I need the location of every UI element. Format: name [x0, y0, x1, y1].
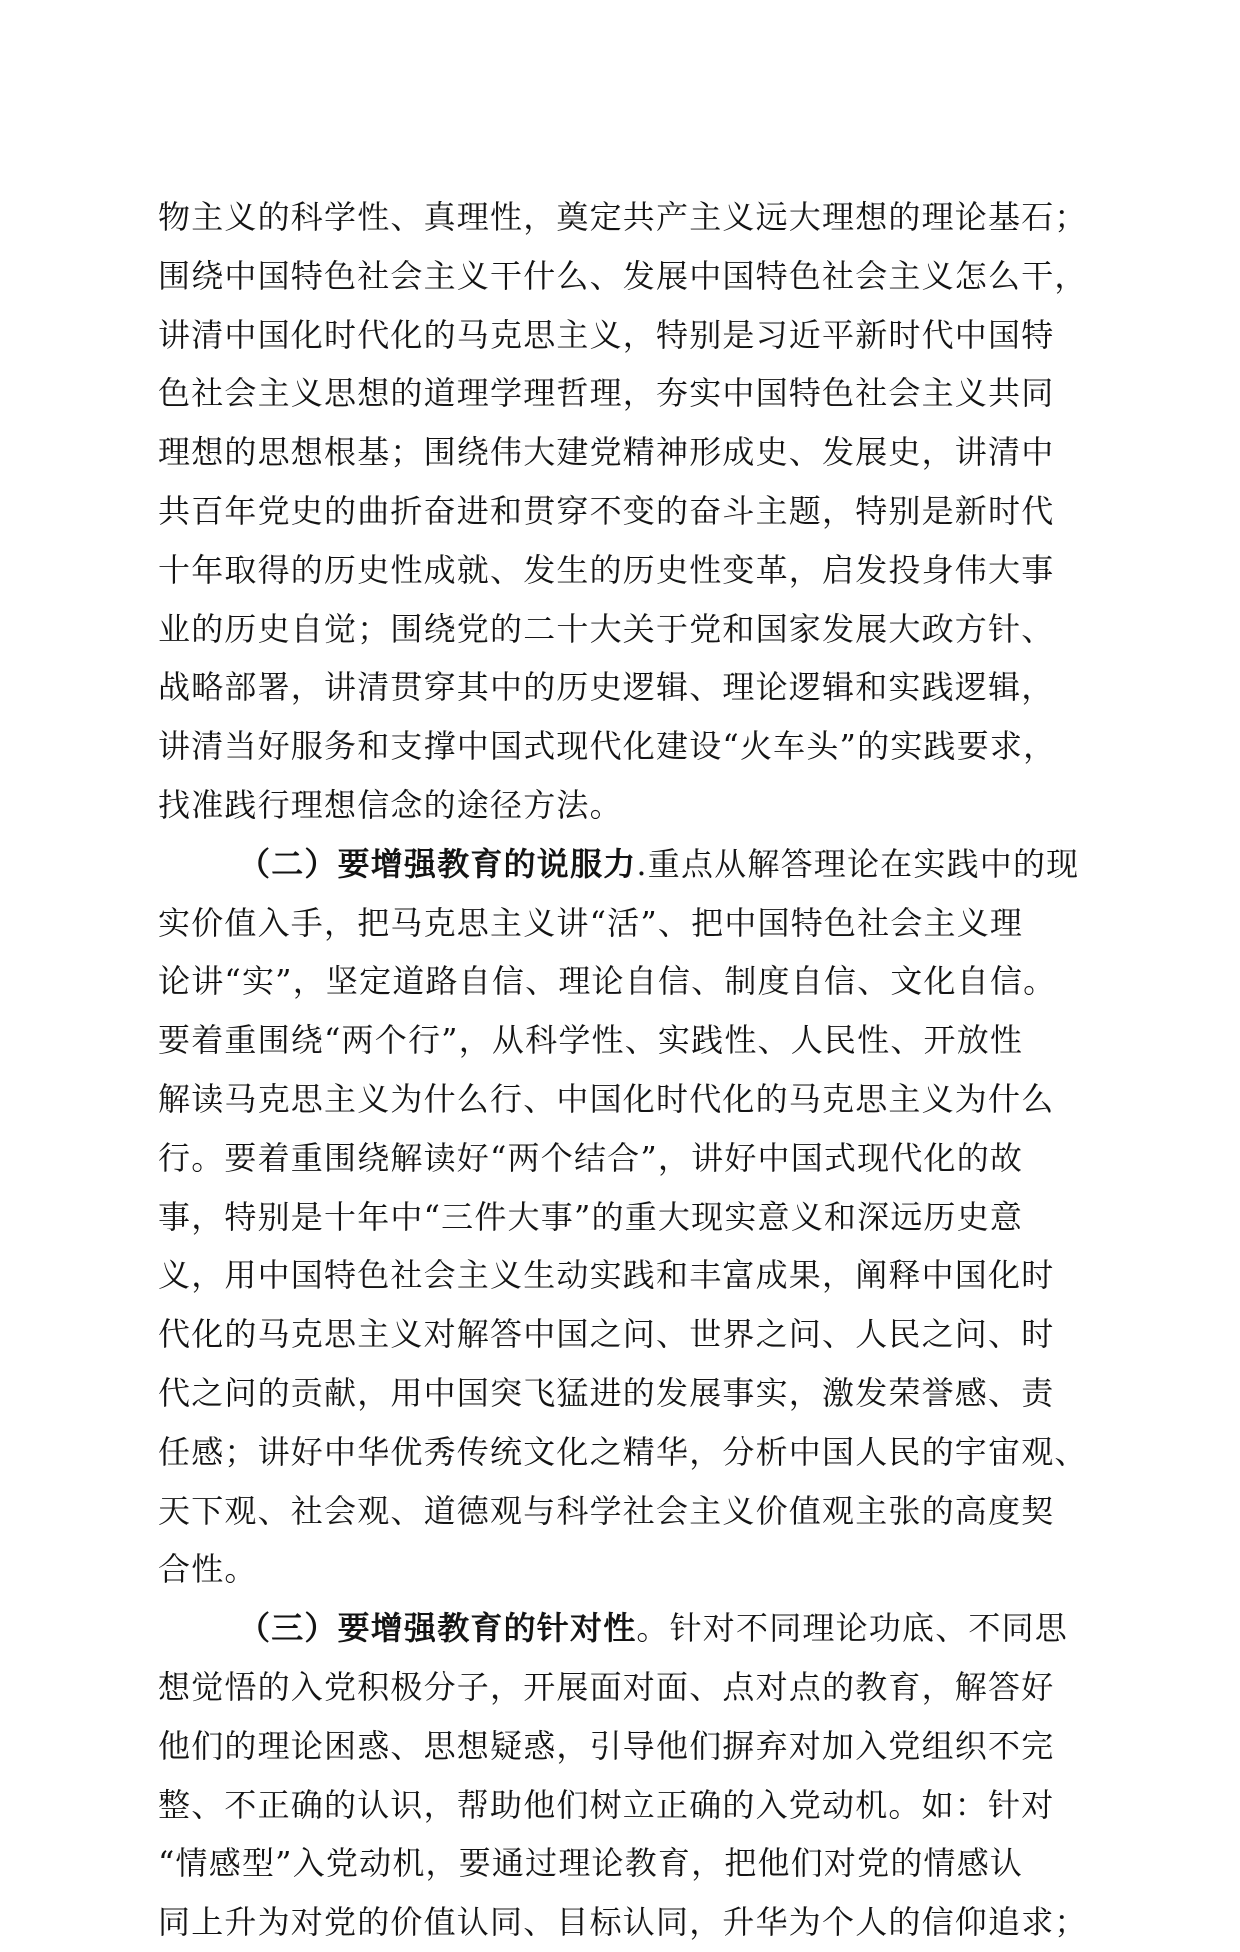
section-heading: （三）要增强教育的针对性	[238, 1609, 637, 1648]
text-line: 理想的思想根基；围绕伟大建党精神形成史、发展史，讲清中	[158, 433, 1055, 472]
text-line: 任感；讲好中华优秀传统文化之精华，分析中国人民的宇宙观、	[158, 1432, 1088, 1471]
text-line: 他们的理论困惑、思想疑惑，引导他们摒弃对加入党组织不完	[158, 1726, 1055, 1765]
text-line: 找准践行理想信念的途径方法。	[158, 785, 623, 824]
text-line: 想觉悟的入党积极分子，开展面对面、点对点的教育，解答好	[158, 1667, 1055, 1706]
text-line: 业的历史自觉；围绕党的二十大关于党和国家发展大政方针、	[158, 609, 1055, 648]
text-line: 战略部署，讲清贯穿其中的历史逻辑、理论逻辑和实践逻辑，	[158, 668, 1055, 707]
text-line: 天下观、社会观、道德观与科学社会主义价值观主张的高度契	[158, 1491, 1055, 1530]
text-line: 解读马克思主义为什么行、中国化时代化的马克思主义为什么	[158, 1079, 1055, 1118]
text-line: 物主义的科学性、真理性，奠定共产主义远大理想的理论基石；	[158, 198, 1088, 236]
text-span: .重点从解答理论在实践中的现	[636, 844, 1080, 883]
text-line: “情感型”入党动机，要通过理论教育，把他们对党的情感认	[158, 1844, 1024, 1883]
text-line: 讲清当好服务和支撑中国式现代化建设“火车头”的实践要求，	[158, 727, 1057, 766]
paragraph-first-line	[158, 835, 1098, 894]
paragraph-first-line	[158, 1599, 1098, 1658]
text-line: 事，特别是十年中“三件大事”的重大现实意义和深远历史意	[158, 1197, 1024, 1236]
text-line: 行。要着重围绕解读好“两个结合”，讲好中国式现代化的故	[158, 1138, 1024, 1177]
text-line: 义，用中国特色社会主义生动实践和丰富成果，阐释中国化时	[158, 1256, 1055, 1295]
text-line: 论讲“实”，坚定道路自信、理论自信、制度自信、文化自信。	[158, 962, 1057, 1001]
text-line: 合性。	[158, 1550, 258, 1589]
paragraph-2	[158, 835, 1098, 1599]
text-span: 。针对不同理论功底、不同思	[636, 1609, 1069, 1648]
text-line: 讲清中国化时代化的马克思主义，特别是习近平新时代中国特	[158, 315, 1055, 354]
text-line: 实价值入手，把马克思主义讲“活”、把中国特色社会主义理	[158, 903, 1024, 942]
text-line: 要着重围绕“两个行”，从科学性、实践性、人民性、开放性	[158, 1021, 1024, 1060]
paragraph-1	[158, 188, 1098, 835]
section-heading: （二）要增强教育的说服力	[238, 844, 637, 883]
text-line: 代化的马克思主义对解答中国之问、世界之问、人民之问、时	[158, 1315, 1055, 1354]
body-text	[158, 188, 1098, 1952]
paragraph-3	[158, 1599, 1098, 1952]
text-line: 十年取得的历史性成就、发生的历史性变革，启发投身伟大事	[158, 550, 1055, 589]
text-line: 围绕中国特色社会主义干什么、发展中国特色社会主义怎么干，	[158, 256, 1088, 295]
text-line: 整、不正确的认识，帮助他们树立正确的入党动机。如：针对	[158, 1785, 1055, 1824]
text-line: 色社会主义思想的道理学理哲理，夯实中国特色社会主义共同	[158, 374, 1055, 413]
text-line: 同上升为对党的价值认同、目标认同，升华为个人的信仰追求；	[158, 1903, 1088, 1942]
text-line: 共百年党史的曲折奋进和贯穿不变的奋斗主题，特别是新时代	[158, 491, 1055, 530]
text-line: 代之问的贡献，用中国突飞猛进的发展事实，激发荣誉感、责	[158, 1373, 1055, 1412]
